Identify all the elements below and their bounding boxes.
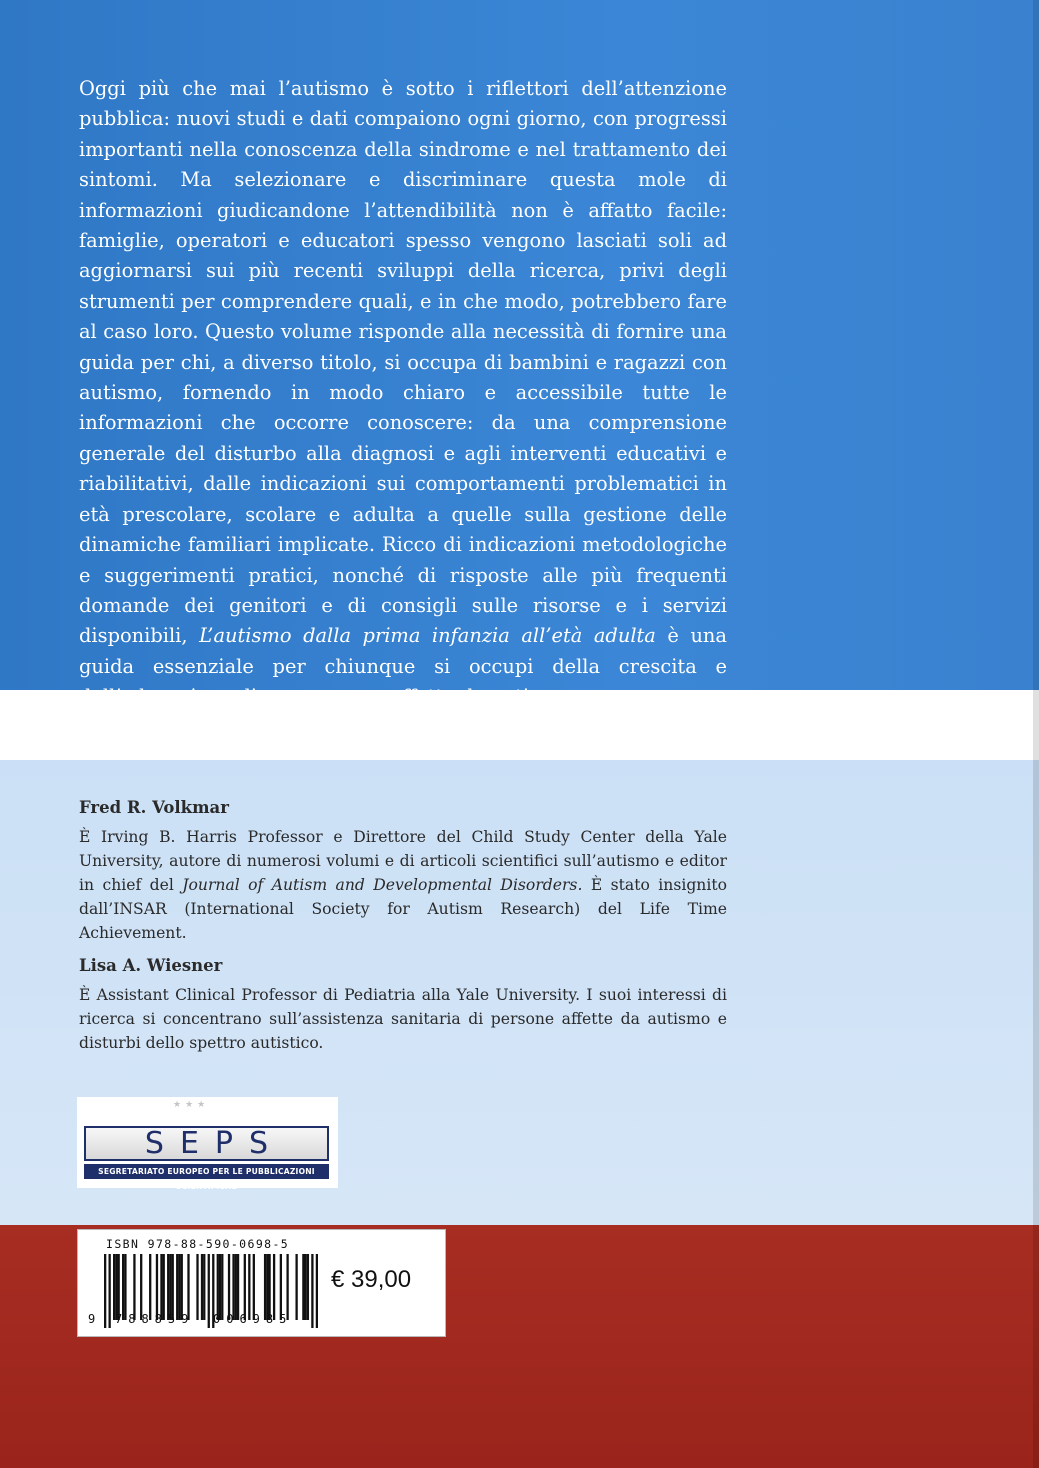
barcode-bar <box>268 1254 270 1320</box>
barcode-bar <box>253 1254 255 1320</box>
barcode-bar <box>104 1254 106 1328</box>
barcode-bar <box>280 1254 282 1320</box>
author-bio <box>79 825 727 945</box>
barcode-bar <box>109 1254 111 1328</box>
barcode-bar <box>140 1254 142 1320</box>
barcode-bar <box>113 1254 115 1320</box>
barcode-bar <box>264 1254 266 1320</box>
barcode-bar <box>232 1254 234 1320</box>
author-volkmar <box>79 796 727 945</box>
barcode-bar <box>176 1254 178 1320</box>
barcode-bar <box>169 1254 171 1320</box>
barcode-bar <box>178 1254 180 1320</box>
barcode-bar <box>115 1254 117 1320</box>
barcode-digits-right: 006985 <box>213 1312 293 1326</box>
author-name: Lisa A. Wiesner <box>79 956 223 975</box>
barcode-bar <box>311 1254 313 1328</box>
book-title: L’autismo dalla prima infanzia all’età adulta <box>199 624 656 648</box>
barcode-bar <box>208 1254 210 1328</box>
seps-letters: SEPS <box>84 1126 329 1161</box>
barcode-bar <box>160 1254 162 1320</box>
barcode-bar <box>167 1254 169 1320</box>
barcode-bar <box>286 1254 288 1320</box>
barcode-bar <box>307 1254 309 1320</box>
barcode-bar <box>316 1254 318 1328</box>
author-name: Fred R. Volkmar <box>79 798 229 817</box>
isbn-text: ISBN 978-88-590-0698-5 <box>106 1237 290 1251</box>
barcode-bar <box>133 1254 135 1320</box>
barcode-bar <box>217 1254 219 1320</box>
spine-edge <box>1033 0 1039 1468</box>
barcode-label <box>77 1229 446 1337</box>
author-bio: È Assistant Clinical Professor di Pediatria alla Yale University. I suoi interessi di ricerca si concentrano sull’assistenza sanitaria di persone affette da autismo e disturbi dello spettro autistico. <box>79 986 727 1052</box>
barcode-digits-left: 788859 <box>115 1312 195 1326</box>
barcode-bar <box>248 1254 250 1320</box>
author-wiesner <box>79 954 727 1055</box>
barcode-bar <box>228 1254 230 1320</box>
barcode-bar <box>219 1254 221 1320</box>
barcode-bar <box>149 1254 151 1320</box>
barcode-bar <box>244 1254 246 1320</box>
barcode-bar <box>266 1254 268 1320</box>
barcode-bar <box>187 1254 189 1320</box>
back-cover-blurb <box>79 74 727 713</box>
author-bios <box>79 796 727 1055</box>
seps-logo <box>77 1097 338 1191</box>
barcode-bar <box>196 1254 198 1320</box>
seps-tagline: SEGRETARIATO EUROPEO PER LE PUBBLICAZIONI SCIENTIFICHE <box>84 1164 329 1179</box>
blurb-text-end: è una guida essenziale per chiunque si occupi della crescita e dell’educazione di una persona affetta da autismo. <box>79 624 727 709</box>
barcode-bar <box>273 1254 275 1320</box>
barcode-bar <box>163 1254 165 1320</box>
barcode-bar <box>237 1254 239 1320</box>
barcode-bar <box>295 1254 297 1320</box>
journal-title: Journal of Autism and Developmental Disorders. <box>182 876 583 894</box>
barcode-bar <box>304 1254 306 1320</box>
barcode-bar <box>118 1254 120 1320</box>
author-bio-text-end: È stato insignito dall’INSAR (International Society for Autism Research) del Life Time Achievement. <box>79 876 727 942</box>
stars-icon: ★★★ <box>173 1100 210 1110</box>
barcode-bar <box>124 1254 126 1320</box>
blurb-text: Oggi più che mai l’autismo è sotto i riflettori dell’attenzione pubblica: nuovi studi e dati compaiono ogni giorno, con progressi importanti nella conoscenza della sindrome e nel trattamento dei sintomi. Ma selezionare e discriminare questa mole di informazioni giudicandone l’attendibilità non è affatto facile: famiglie, operatori e educatori spesso vengono lasciati soli ad aggiornarsi sui più recenti sviluppi della ricerca, privi degli strumenti per comprendere quali, e in che modo, potrebbero fare al caso loro. Questo volume risponde alla necessità di fornire una guida per chi, a diverso titolo, si occupa di bambini e ragazzi con autismo, fornendo in modo chiaro e accessibile tutte le informazioni che occorre conoscere: da una comprensione generale del disturbo alla diagnosi e agli interventi educativi e riabilitativi, dalle indicazioni sui comportamenti problematici in età prescolare, scolare e adulta a quelle sulla gestione delle dinamiche familiari implicate. Ricco di indicazioni metodologiche e suggerimenti pratici, nonché di risposte alle più frequenti domande dei genitori e di consigli sulle risorse e i servizi disponibili, <box>79 77 727 648</box>
barcode-digit-lead: 9 <box>88 1312 96 1326</box>
barcode-bar <box>221 1254 223 1320</box>
price: € 39,00 <box>331 1266 412 1293</box>
barcode-bar <box>203 1254 205 1320</box>
barcode-bar <box>235 1254 237 1320</box>
barcode-bar <box>181 1254 183 1320</box>
barcode-bar <box>156 1254 158 1320</box>
barcode-bar <box>122 1254 124 1320</box>
barcode-bar <box>201 1254 203 1320</box>
author-bio-text: È Irving B. Harris Professor e Direttore del Child Study Center della Yale University, autore di numerosi volumi e di articoli scientifici sull’autismo e editor in chief del <box>79 828 727 894</box>
barcode-bar <box>302 1254 304 1320</box>
barcode-bar <box>172 1254 174 1320</box>
